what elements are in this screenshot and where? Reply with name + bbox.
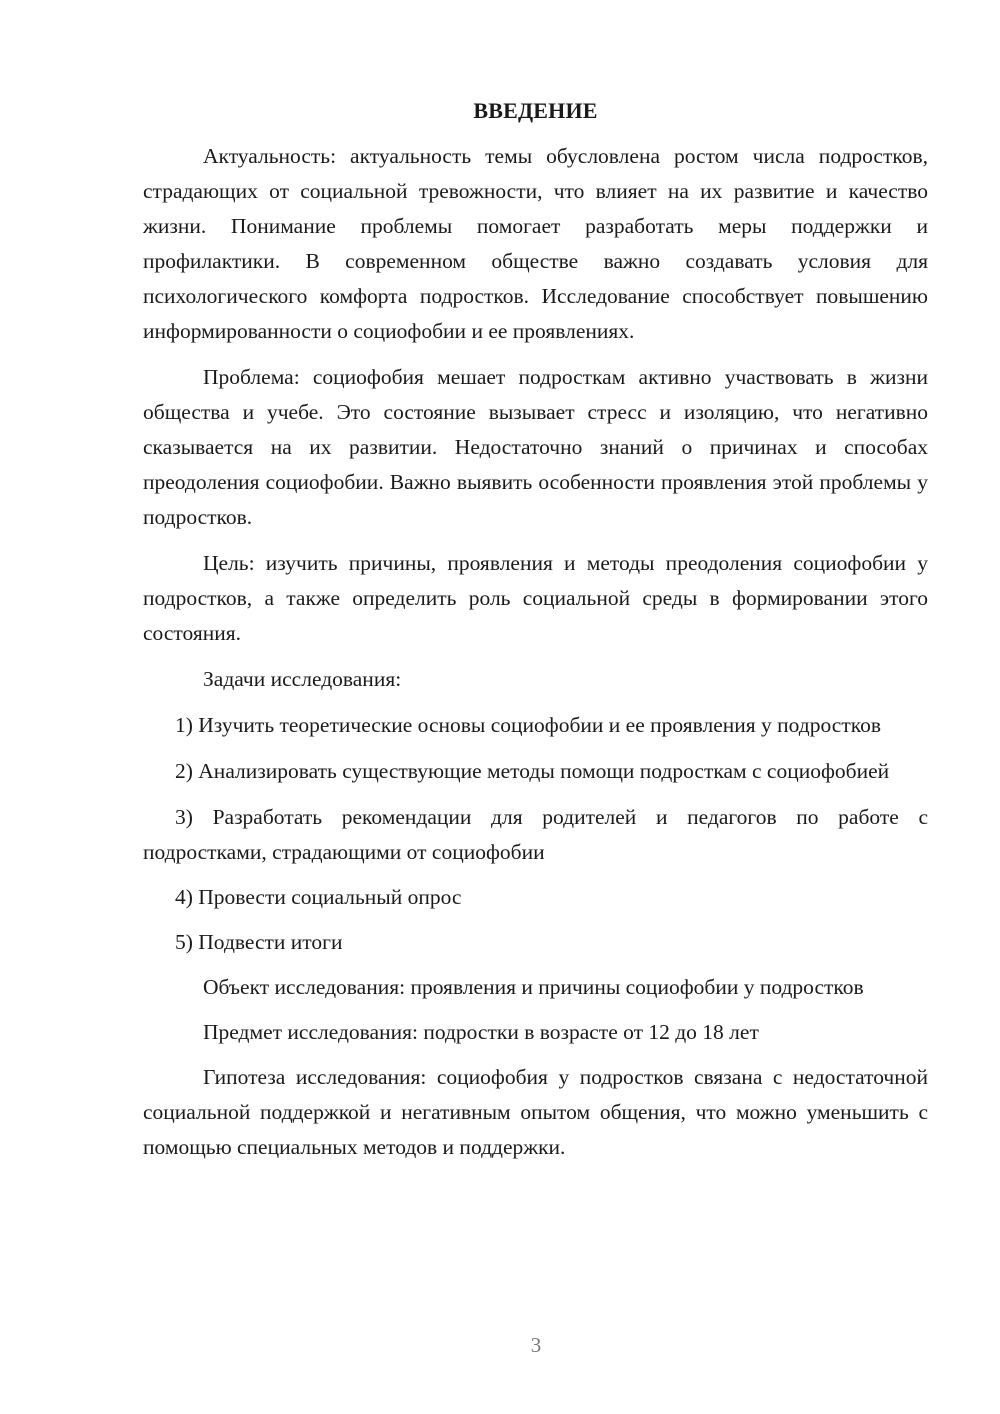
task-item-2: 2) Анализировать существующие методы помощи подросткам с социофобией	[175, 759, 890, 783]
problem-paragraph: Проблема: социофобия мешает подросткам активно участвовать в жизни общества и учебе. Это состояние вызывает стресс и изоляцию, что негативно сказывается на их развитии. Недостаточно знаний о причинах и способах преодоления социофобии. Важно выявить особенности проявления этой проблемы у подростков.	[143, 365, 928, 529]
object-paragraph: Объект исследования: проявления и причины социофобии у подростков	[203, 975, 864, 999]
tasks-heading: Задачи исследования:	[203, 667, 402, 691]
relevance-paragraph: Актуальность: актуальность темы обусловлена ростом числа подростков, страдающих от социальной тревожности, что влияет на их развитие и качество жизни. Понимание проблемы помогает разработать меры поддержки и профилактики. В современном обществе важно создавать условия для психологического комфорта подростков. Исследование способствует повышению информированности о социофобии и ее проявлениях.	[143, 144, 928, 343]
document-title: ВВЕДЕНИЕ	[473, 98, 598, 123]
task-item-3: 3) Разработать рекомендации для родителей и педагогов по работе с подростками, страдающими от социофобии	[143, 805, 928, 864]
page-number: 3	[530, 1333, 542, 1357]
subject-paragraph: Предмет исследования: подростки в возрасте от 12 до 18 лет	[203, 1020, 759, 1044]
task-item-5: 5) Подвести итоги	[175, 930, 343, 954]
task-item-4: 4) Провести социальный опрос	[175, 885, 462, 909]
document-page	[143, 95, 928, 1165]
task-item-1: 1) Изучить теоретические основы социофобии и ее проявления у подростков	[175, 713, 881, 737]
goal-paragraph: Цель: изучить причины, проявления и методы преодоления социофобии у подростков, а также определить роль социальной среды в формировании этого состояния.	[143, 551, 928, 645]
hypothesis-paragraph: Гипотеза исследования: социофобия у подростков связана с недостаточной социальной поддержкой и негативным опытом общения, что можно уменьшить с помощью специальных методов и поддержки.	[143, 1065, 928, 1159]
